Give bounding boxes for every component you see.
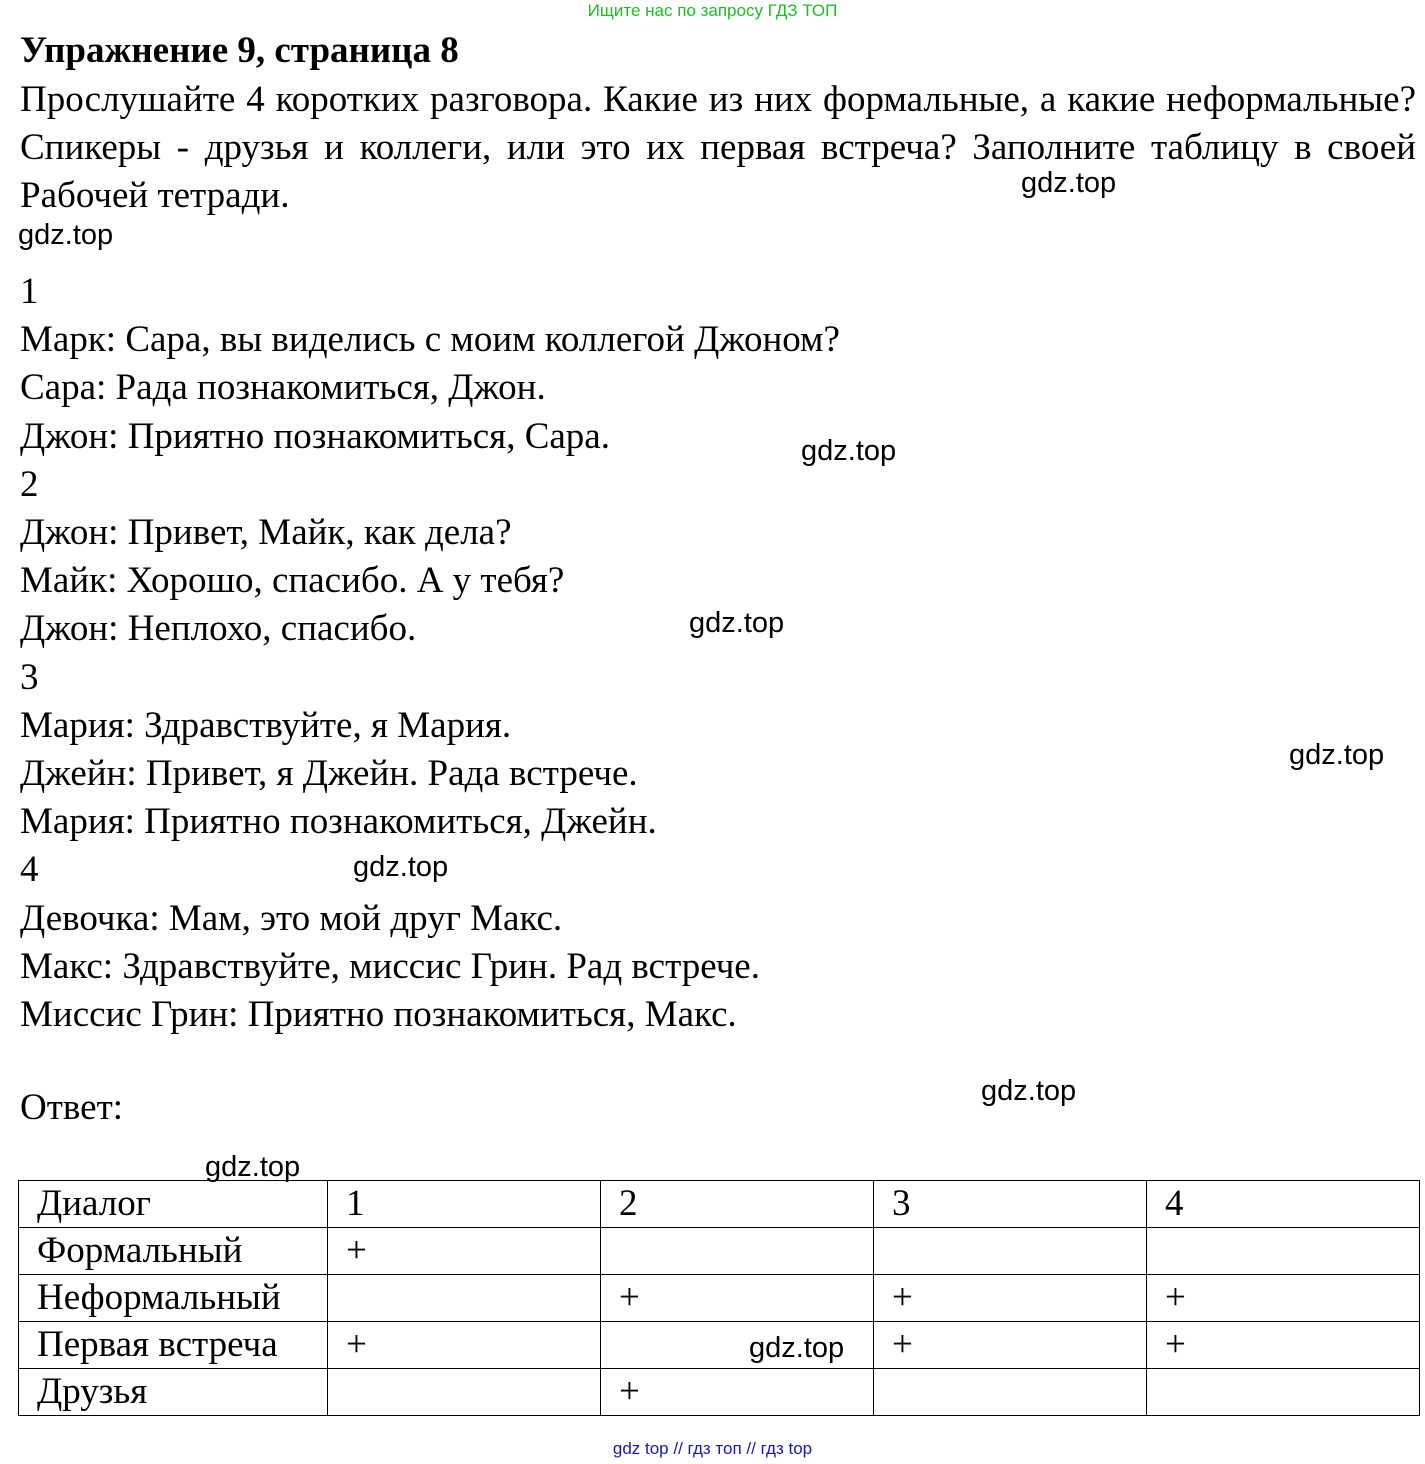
table-row — [19, 1275, 1420, 1322]
table-cell: + — [328, 1322, 601, 1369]
bottom-separator: // — [673, 1439, 683, 1458]
table-cell — [328, 1275, 601, 1322]
table-header-row — [19, 1181, 1420, 1228]
watermark: gdz.top — [18, 219, 114, 251]
table-cell: + — [601, 1369, 874, 1416]
table-cell — [328, 1369, 601, 1416]
dialog-number: 3 — [20, 656, 39, 698]
table-cell: Неформальный — [19, 1275, 328, 1322]
dialog-line: Девочка: Мам, это мой друг Макс. — [20, 897, 563, 939]
table-cell: + — [874, 1275, 1147, 1322]
dialog-line: Мария: Здравствуйте, я Мария. — [20, 704, 512, 746]
dialog-number: 1 — [20, 271, 39, 312]
table-cell: 4 — [1147, 1181, 1420, 1228]
watermark: gdz.top — [1289, 739, 1385, 771]
table-cell — [1147, 1369, 1420, 1416]
table-cell: Друзья — [19, 1369, 328, 1416]
dialog-line: Джон: Приятно познакомиться, Сара. — [20, 415, 610, 457]
table-row — [19, 1322, 1420, 1369]
table-cell: Диалог — [19, 1181, 328, 1228]
watermark: gdz.top — [981, 1075, 1077, 1107]
dialog-line: Джейн: Привет, я Джейн. Рада встрече. — [20, 753, 638, 795]
dialog-line: Джон: Привет, Майк, как дела? — [20, 512, 512, 554]
bottom-separator: // — [746, 1439, 756, 1458]
dialog-number: 2 — [20, 463, 39, 505]
table-cell: Первая встреча — [19, 1322, 328, 1369]
answer-table — [18, 1180, 1420, 1416]
bottom-link[interactable]: gdz top — [612, 1439, 669, 1458]
task-text: Прослушайте 4 коротких разговора. Какие из них формальные, а какие неформальные? Спикеры - друзья и коллеги, или это их первая встреча? Заполните таблицу в своей Рабочей тетради. — [20, 79, 1416, 216]
dialog-list — [20, 268, 840, 1039]
dialog-line: Марк: Сара, вы виделись с моим коллегой Джоном? — [20, 319, 840, 361]
table-cell: + — [1147, 1275, 1420, 1322]
watermark: gdz.top — [1021, 167, 1117, 199]
watermark: gdz.top — [689, 607, 785, 639]
top-banner[interactable]: Ищите нас по запросу ГДЗ ТОП — [587, 1, 838, 20]
table-cell — [874, 1228, 1147, 1275]
dialog-number: 4 — [20, 849, 39, 891]
dialog-line: Миссис Грин: Приятно познакомиться, Макс. — [20, 994, 737, 1036]
table-cell: Формальный — [19, 1228, 328, 1275]
bottom-link[interactable]: гдз top — [760, 1439, 813, 1458]
dialog-line: Макс: Здравствуйте, миссис Грин. Рад встрече. — [20, 945, 760, 987]
dialog-line: Мария: Приятно познакомиться, Джейн. — [20, 801, 657, 843]
bottom-link[interactable]: гдз топ — [687, 1439, 742, 1458]
table-row — [19, 1228, 1420, 1275]
table-cell: + — [874, 1322, 1147, 1369]
table-cell — [1147, 1228, 1420, 1275]
dialog-line: Сара: Рада познакомиться, Джон. — [20, 367, 546, 409]
table-row — [19, 1369, 1420, 1416]
table-cell: 3 — [874, 1181, 1147, 1228]
table-cell: + — [601, 1275, 874, 1322]
dialog-line: Майк: Хорошо, спасибо. А у тебя? — [20, 560, 565, 602]
table-cell — [874, 1369, 1147, 1416]
watermark: gdz.top — [353, 851, 449, 883]
watermark: gdz.top — [801, 435, 897, 467]
dialog-line: Джон: Неплохо, спасибо. — [20, 608, 417, 650]
bottom-links — [0, 1438, 1425, 1460]
table-cell: + — [1147, 1322, 1420, 1369]
table-cell: 1 — [328, 1181, 601, 1228]
watermark: gdz.top — [749, 1332, 845, 1364]
table-cell — [601, 1228, 874, 1275]
table-cell: 2 — [601, 1181, 874, 1228]
watermark: gdz.top — [205, 1151, 301, 1183]
page-title: Упражнение 9, страница 8 — [20, 30, 459, 71]
table-cell: + — [328, 1228, 601, 1275]
answer-label: Ответ: — [20, 1087, 124, 1128]
